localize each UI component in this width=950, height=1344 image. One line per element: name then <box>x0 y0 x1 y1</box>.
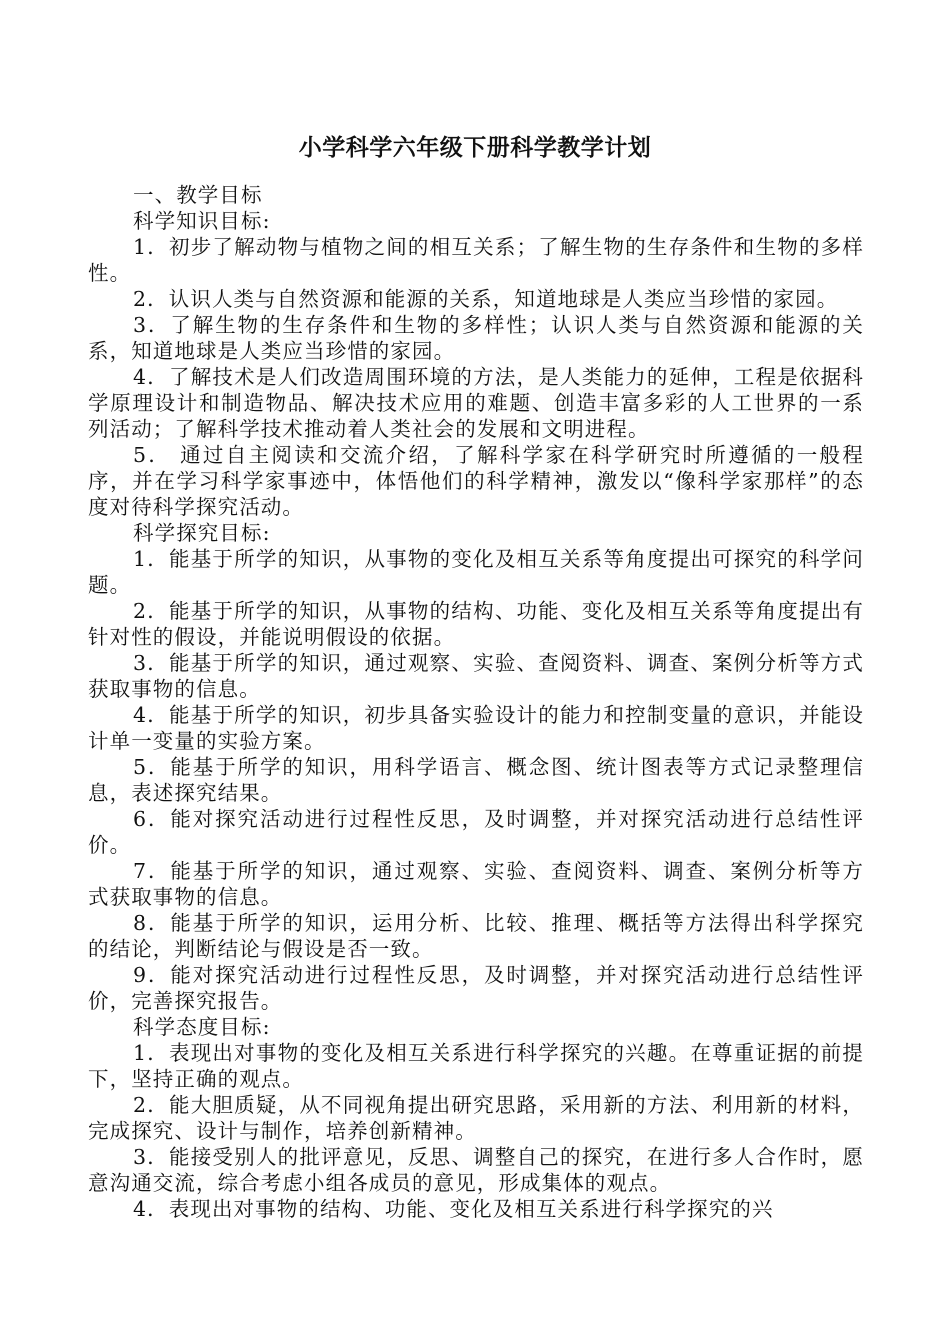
subheading-inquiry-goals: 科学探究目标: <box>133 521 271 545</box>
paragraph: 4．表现出对事物的结构、功能、变化及相互关系进行科学探究的兴 <box>133 1197 774 1221</box>
paragraph: 6．能对探究活动进行过程性反思，及时调整，并对探究活动进行总结性评价。 <box>88 807 864 857</box>
paragraph: 3．了解生物的生存条件和生物的多样性；认识人类与自然资源和能源的关系，知道地球是人类应当珍惜的家园。 <box>88 313 864 363</box>
paragraph: 3．能接受别人的批评意见，反思、调整自己的探究，在进行多人合作时，愿意沟通交流，综合考虑小组各成员的意见，形成集体的观点。 <box>88 1145 864 1195</box>
paragraph: 2．认识人类与自然资源和能源的关系，知道地球是人类应当珍惜的家园。 <box>133 287 839 311</box>
document-body <box>88 182 864 1222</box>
paragraph: 2．能大胆质疑，从不同视角提出研究思路，采用新的方法、利用新的材料，完成探究、设计与制作，培养创新精神。 <box>88 1093 864 1143</box>
paragraph: 5．能基于所学的知识，用科学语言、概念图、统计图表等方式记录整理信息，表述探究结果。 <box>88 755 864 805</box>
subheading-knowledge-goals: 科学知识目标: <box>133 209 271 233</box>
paragraph: 5． 通过自主阅读和交流介绍，了解科学家在科学研究时所遵循的一般程序，并在学习科学家事迹中，体悟他们的科学精神，激发以“像科学家那样”的态度对待科学探究活动。 <box>88 443 864 519</box>
paragraph: 7．能基于所学的知识，通过观察、实验、查阅资料、调查、案例分析等方 式获取事物的信息。 <box>88 859 864 909</box>
document-title: 小学科学六年级下册科学教学计划 <box>298 134 652 161</box>
paragraph: 8．能基于所学的知识，运用分析、比较、推理、概括等方法得出科学探究 的结论，判断结论与假设是否一致。 <box>88 911 864 961</box>
paragraph: 9．能对探究活动进行过程性反思，及时调整，并对探究活动进行总结性评 价，完善探究报告。 <box>88 963 864 1013</box>
section-heading-teaching-goals: 一、教学目标 <box>133 183 263 207</box>
paragraph: 3．能基于所学的知识，通过观察、实验、查阅资料、调查、案例分析等方式获取事物的信息。 <box>88 651 864 701</box>
subheading-attitude-goals: 科学态度目标: <box>133 1015 271 1039</box>
paragraph: 4．了解技术是人们改造周围环境的方法，是人类能力的延伸，工程是依据科学原理设计和制造物品、解决技术应用的难题、创造丰富多彩的人工世界的一系列活动；了解科学技术推动着人类社会的发展和文明进程。 <box>88 365 864 441</box>
paragraph: 1．能基于所学的知识，从事物的变化及相互关系等角度提出可探究的科学问题。 <box>88 547 864 597</box>
paragraph: 1．初步了解动物与植物之间的相互关系；了解生物的生存条件和生物的多样性。 <box>88 235 864 285</box>
paragraph: 1．表现出对事物的变化及相互关系进行科学探究的兴趣。在尊重证据的前提下，坚持正确的观点。 <box>88 1041 864 1091</box>
paragraph: 2．能基于所学的知识，从事物的结构、功能、变化及相互关系等角度提出有针对性的假设，并能说明假设的依据。 <box>88 599 864 649</box>
paragraph: 4．能基于所学的知识，初步具备实验设计的能力和控制变量的意识，并能设计单一变量的实验方案。 <box>88 703 864 753</box>
